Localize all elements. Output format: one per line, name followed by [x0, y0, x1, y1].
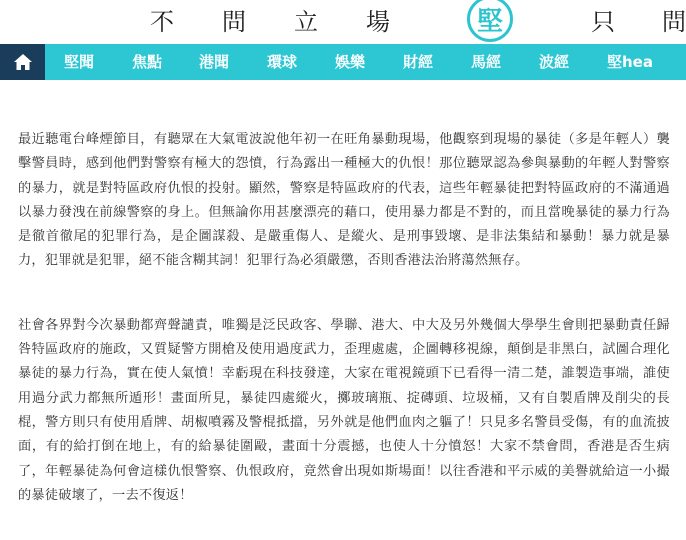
home-button[interactable] [0, 44, 45, 80]
slogan-char: 只 [591, 8, 615, 36]
slogan-char: 問 [662, 8, 686, 36]
main-nav [0, 44, 686, 80]
nav-item-world[interactable]: 環球 [267, 53, 298, 71]
slogan-char: 場 [366, 8, 390, 36]
nav-item-hea[interactable]: 堅hea [607, 53, 653, 71]
nav-item-football[interactable]: 波經 [539, 53, 570, 71]
site-header [0, 0, 686, 44]
article-paragraph: 社會各界對今次暴動都齊聲譴責，唯獨是泛民政客、學聯、港大、中大及另外幾個大學學生會則把暴動責任歸咎特區政府的施政，又質疑警方開槍及使用過度武力，歪理處處，企圖轉移視線，顛倒是非黑白，試圖合理化暴徒的暴力行為，實在使人氣憤！幸虧現在科技發達，大家在電視鏡頭下已看得一清二楚，誰製造事端，誰使用過分武力都無所遁形！畫面所見，暴徒四處縱火，擲玻璃瓶、掟磚頭、垃圾桶，又有自製盾牌及削尖的長棍，警方則只有使用盾牌、胡椒噴霧及警棍抵擋，另外就是他們血肉之軀了！只見多名警員受傷，有的血流披面，有的給打倒在地上，有的給暴徒圍毆，畫面十分震撼，也使人十分憤怒！大家不禁會問，香港是否生病了，年輕暴徒為何會這樣仇恨警察、仇恨政府，竟然會出現如斯場面！以往香港和平示威的美譽就給這一小撮的暴徒破壞了，一去不復返！ [18, 317, 670, 503]
article-paragraph: 最近聽電台峰煙節目，有聽眾在大氣電波說他年初一在旺角暴動現場，他觀察到現場的暴徒（多是年輕人）襲擊警員時，感到他們對警察有極大的怨憤，行為露出一種極大的仇恨！那位聽眾認為參與暴動的年輕人對警察的暴力，就是對特區政府仇恨的投射。顯然，警察是特區政府的代表，這些年輕暴徒把對特區政府的不滿通過以暴力發洩在前線警察的身上。但無論你用甚麼漂亮的藉口，使用暴力都是不對的，而且當晚暴徒的暴力行為是徹首徹尾的犯罪行為，是企圖謀殺、是嚴重傷人、是縱火、是刑事毀壞、是非法集結和暴動！暴力就是暴力，犯罪就是犯罪，絕不能含糊其詞！犯罪行為必須嚴懲，否則香港法治將蕩然無存。 [18, 132, 670, 269]
slogan-char: 不 [150, 8, 174, 36]
nav-item-news[interactable]: 堅聞 [64, 53, 95, 71]
nav-item-horse-racing[interactable]: 馬經 [471, 53, 502, 71]
site-logo[interactable] [467, 0, 513, 42]
nav-item-hk-news[interactable]: 港聞 [199, 53, 230, 71]
home-icon [13, 53, 33, 71]
article-body [18, 128, 670, 508]
nav-item-focus[interactable]: 焦點 [132, 53, 163, 71]
slogan-char: 問 [222, 8, 246, 36]
nav-item-entertainment[interactable]: 娛樂 [335, 53, 366, 71]
slogan-char: 立 [294, 8, 318, 36]
logo-text: 堅 [476, 6, 503, 37]
nav-item-finance[interactable]: 財經 [403, 53, 434, 71]
